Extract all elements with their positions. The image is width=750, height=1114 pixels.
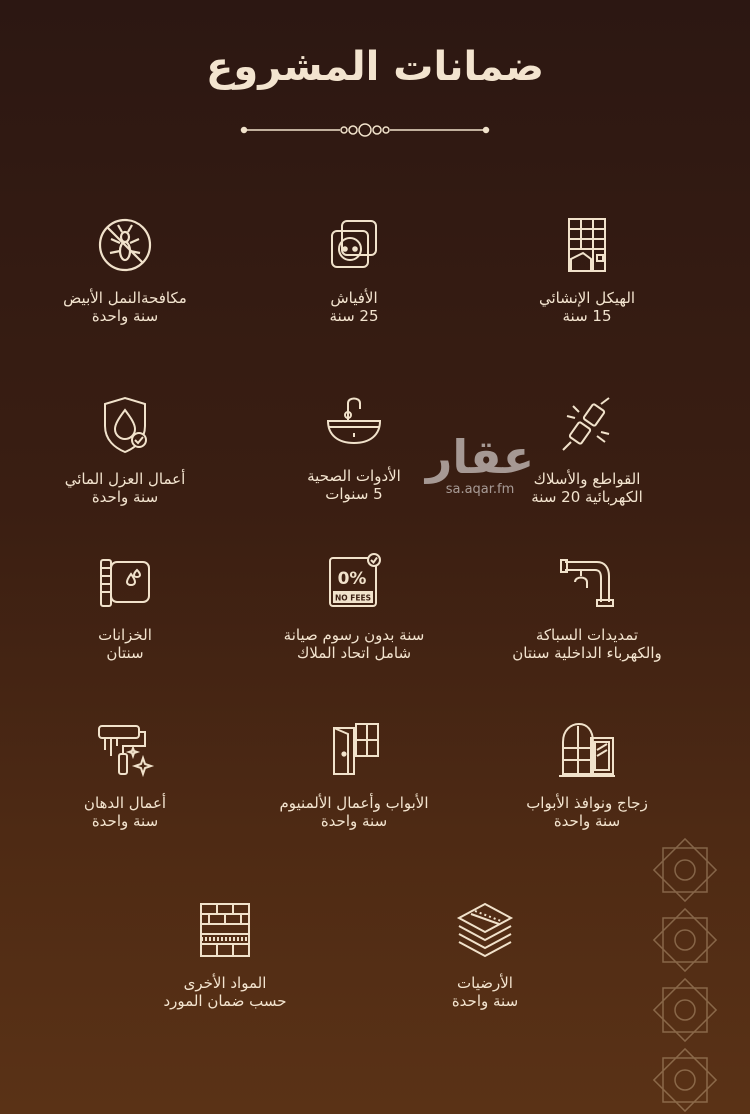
no-fees-percent: 0% — [337, 569, 367, 589]
waterproof-shield-icon — [95, 396, 155, 456]
guarantee-item — [229, 215, 479, 325]
no-termite-icon — [95, 215, 155, 275]
guarantee-value: سنتان — [106, 644, 144, 662]
guarantee-item — [0, 552, 250, 662]
guarantee-item — [462, 552, 712, 662]
guarantee-item — [229, 720, 479, 830]
guarantee-value: والكهرباء الداخلية سنتان — [512, 644, 662, 662]
watermark-brand: عقار — [425, 430, 535, 484]
guarantee-value: سنة واحدة — [91, 812, 159, 830]
watermark — [420, 432, 540, 497]
guarantee-label: الأفياش — [330, 289, 378, 307]
guarantee-value: الكهربائية 20 سنة — [531, 488, 643, 506]
power-socket-icon — [324, 215, 384, 275]
guarantee-value: سنة واحدة — [451, 992, 519, 1010]
guarantee-value: 25 سنة — [329, 307, 379, 325]
watermark-url: sa.aqar.fm — [445, 482, 515, 497]
guarantee-value: سنة واحدة — [320, 812, 388, 830]
no-fees-text: NO FEES — [334, 593, 372, 603]
guarantee-label: الأرضيات — [457, 974, 513, 992]
guarantee-item — [360, 900, 610, 1010]
decorative-ornament — [640, 830, 730, 1114]
guarantee-value: سنة واحدة — [91, 488, 159, 506]
guarantee-item — [0, 396, 250, 506]
guarantee-item — [462, 215, 712, 325]
guarantee-label: الهيكل الإنشائي — [538, 289, 636, 307]
paint-roller-icon — [95, 720, 155, 780]
electrical-plug-icon — [557, 396, 617, 456]
guarantee-label: أعمال الدهان — [83, 794, 167, 812]
guarantee-item — [229, 552, 479, 662]
guarantee-item — [0, 215, 250, 325]
guarantee-label: الأدوات الصحية — [307, 467, 401, 485]
guarantee-label: مكافحةالنمل الأبيض — [63, 289, 187, 307]
guarantee-label: أعمال العزل المائي — [64, 470, 186, 488]
window-icon — [557, 720, 617, 780]
guarantee-value: 15 سنة — [562, 307, 612, 325]
floor-layers-icon — [455, 900, 515, 960]
guarantee-value: سنة واحدة — [553, 812, 621, 830]
guarantee-label: المواد الأخرى — [183, 974, 267, 992]
guarantee-label: القواطع والأسلاك — [533, 470, 641, 488]
guarantee-item — [462, 720, 712, 830]
guarantee-item — [100, 900, 350, 1010]
sink-faucet-icon — [324, 393, 384, 453]
guarantee-label: زجاج ونوافذ الأبواب — [526, 794, 648, 812]
page-title: ضمانات المشروع — [206, 44, 544, 90]
door-icon — [324, 720, 384, 780]
guarantee-label: الخزانات — [98, 626, 152, 644]
guarantee-label: الأبواب وأعمال الألمنيوم — [279, 794, 429, 812]
building-structure-icon — [557, 215, 617, 275]
water-tank-icon — [95, 552, 155, 612]
guarantee-label: سنة بدون رسوم صيانة — [283, 626, 425, 644]
plumbing-pipe-icon — [557, 552, 617, 612]
ornamental-divider — [240, 118, 490, 142]
guarantee-value: شامل اتحاد الملاك — [296, 644, 412, 662]
guarantee-label: تمديدات السباكة — [535, 626, 639, 644]
guarantee-value: 5 سنوات — [325, 485, 383, 503]
no-fees-icon — [324, 552, 384, 612]
guarantee-value: سنة واحدة — [91, 307, 159, 325]
guarantee-value: حسب ضمان المورد — [163, 992, 287, 1010]
guarantee-item — [0, 720, 250, 830]
brick-wall-icon — [195, 900, 255, 960]
